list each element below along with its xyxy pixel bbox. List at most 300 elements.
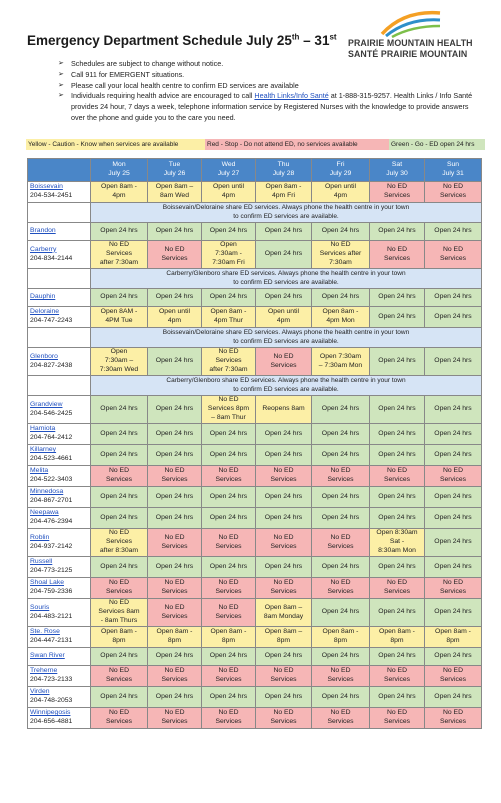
share-note-text: to confirm ED services are available. xyxy=(233,385,339,393)
day-header-text: Tue xyxy=(168,161,181,169)
status-text: 7:30am – xyxy=(104,357,134,365)
status-text: 4pm xyxy=(333,192,348,199)
status-cell xyxy=(370,578,425,599)
site-name-link[interactable]: Winnipegosis xyxy=(30,709,71,717)
status-text: No ED xyxy=(108,599,130,607)
status-cell xyxy=(202,708,256,729)
status-text: 8am Wed xyxy=(160,192,189,199)
title-superscript: th xyxy=(291,32,300,42)
share-note xyxy=(91,376,482,396)
notice-item xyxy=(58,70,483,81)
status-text: Open 24 hrs xyxy=(378,429,416,437)
status-text: Open 24 hrs xyxy=(155,513,194,521)
status-text: Open 24 hrs xyxy=(100,405,138,413)
status-text: 8pm xyxy=(167,637,182,644)
status-text: 4pm xyxy=(167,317,182,324)
status-text: Open 24 hrs xyxy=(155,293,194,301)
site-name-link[interactable]: Boissevain xyxy=(30,183,63,191)
site-name-link[interactable]: Shoal Lake xyxy=(30,579,65,587)
status-text: No ED xyxy=(273,667,294,675)
status-text: Open 24 hrs xyxy=(264,492,303,500)
site-phone: 204-759-2336 xyxy=(30,588,73,595)
title-text: Emergency Department Schedule July 25 xyxy=(27,33,292,48)
status-cell xyxy=(148,466,202,487)
status-text: – 8am Thur xyxy=(211,413,246,421)
status-cell xyxy=(91,687,148,708)
status-cell xyxy=(91,307,148,328)
site-row xyxy=(28,424,482,445)
status-cell xyxy=(91,666,148,687)
site-name-link[interactable]: Brandon xyxy=(30,227,56,235)
status-text: No ED xyxy=(108,667,130,675)
status-text: Open 24 hrs xyxy=(264,562,303,570)
share-note-text: Carberry/Glenboro share ED services. Always phone the health centre in your town xyxy=(166,269,406,277)
status-text: Services xyxy=(383,192,411,199)
site-phone: 204-476-2394 xyxy=(30,518,73,525)
status-text: No ED xyxy=(218,667,239,675)
site-cell xyxy=(28,348,91,376)
day-header-text: Sun xyxy=(446,161,460,169)
status-text: No ED xyxy=(442,709,464,717)
status-cell xyxy=(202,508,256,529)
site-cell xyxy=(28,708,91,729)
status-text: No ED xyxy=(386,579,408,587)
status-cell xyxy=(202,599,256,627)
day-header-text: July 29 xyxy=(329,170,352,177)
status-text: 4PM Tue xyxy=(105,317,133,324)
site-name-link[interactable]: Glenboro xyxy=(30,352,58,360)
status-cell xyxy=(202,307,256,328)
site-name-link[interactable]: Carberry xyxy=(30,245,57,253)
site-name-link[interactable]: Grandview xyxy=(30,400,63,408)
status-text: Open 8am – xyxy=(155,183,194,191)
status-text: Open 24 hrs xyxy=(209,513,248,521)
share-note-text: to confirm ED services are available. xyxy=(233,337,339,345)
status-text: 7:30am xyxy=(329,258,352,266)
status-cell xyxy=(370,708,425,729)
status-cell xyxy=(425,466,482,487)
status-text: Open 24 hrs xyxy=(155,357,194,365)
status-text: 8pm xyxy=(390,637,404,644)
site-phone: 204-764-2412 xyxy=(30,434,73,441)
status-cell xyxy=(370,687,425,708)
status-text: Services xyxy=(383,254,411,262)
day-header-text: Mon xyxy=(112,161,126,169)
site-name-link[interactable]: Ste. Rose xyxy=(30,628,60,636)
status-text: Open 24 hrs xyxy=(434,692,472,700)
status-text: Open 24 hrs xyxy=(264,293,303,301)
status-text: Services xyxy=(215,718,242,725)
status-text: Services xyxy=(105,676,133,683)
status-text: No ED xyxy=(108,467,130,475)
status-text: Open 24 hrs xyxy=(378,405,416,413)
status-cell xyxy=(256,396,312,424)
title-superscript-end: st xyxy=(329,32,337,42)
status-text: Services xyxy=(270,361,297,369)
status-cell xyxy=(148,529,202,557)
status-cell xyxy=(202,348,256,376)
site-phone: 204-834-2144 xyxy=(30,254,73,262)
status-text: 7:30am Fri xyxy=(212,258,245,266)
site-phone: 204-747-2243 xyxy=(30,317,73,324)
status-text: No ED xyxy=(386,667,408,675)
status-text: No ED xyxy=(386,183,408,191)
status-cell xyxy=(425,557,482,578)
site-phone: 204-447-2131 xyxy=(30,637,73,644)
status-text: Open 24 hrs xyxy=(321,227,360,235)
status-cell xyxy=(256,223,312,241)
status-cell xyxy=(312,396,370,424)
notice-text: Call 911 for EMERGENT situations. xyxy=(71,69,185,79)
site-row xyxy=(28,289,482,307)
schedule-table xyxy=(27,158,482,729)
status-text: No ED xyxy=(108,709,130,717)
status-cell xyxy=(202,445,256,466)
share-note xyxy=(91,269,482,289)
status-text: Open 24 hrs xyxy=(100,450,138,458)
status-text: Services xyxy=(439,676,467,683)
status-cell xyxy=(312,445,370,466)
note-spacer-cell xyxy=(28,269,91,289)
status-cell xyxy=(312,466,370,487)
status-text: Services 8pm xyxy=(207,405,250,413)
status-text: Open 8am - xyxy=(435,628,471,636)
status-text: No ED xyxy=(386,467,408,475)
status-text: Open 24 hrs xyxy=(155,450,194,458)
site-row xyxy=(28,182,482,203)
status-cell xyxy=(256,599,312,627)
site-name-link[interactable]: Roblin xyxy=(30,533,50,541)
status-text: Reopens 8am xyxy=(262,405,305,413)
status-text: Open 24 hrs xyxy=(321,492,360,500)
status-cell xyxy=(202,578,256,599)
status-text: No ED xyxy=(442,467,464,475)
site-row xyxy=(28,687,482,708)
status-cell xyxy=(148,708,202,729)
status-text: Services xyxy=(327,542,354,550)
schedule-header-row xyxy=(28,159,482,182)
status-text: 8pm xyxy=(221,637,236,644)
status-cell xyxy=(425,348,482,376)
status-cell xyxy=(425,627,482,648)
status-text: Services 8am xyxy=(98,608,140,616)
status-cell xyxy=(148,648,202,666)
status-cell xyxy=(370,307,425,328)
status-text: Open 8am - xyxy=(322,628,359,636)
logo-line-1: PRAIRIE MOUNTAIN HEALTH xyxy=(348,38,473,48)
status-text: No ED xyxy=(218,579,239,587)
status-cell xyxy=(425,666,482,687)
day-header-text: July 27 xyxy=(217,170,240,177)
status-cell xyxy=(370,666,425,687)
status-cell xyxy=(148,223,202,241)
status-cell xyxy=(256,307,312,328)
status-cell xyxy=(312,599,370,627)
status-cell xyxy=(91,529,148,557)
status-text: No ED xyxy=(330,467,351,475)
site-row xyxy=(28,529,482,557)
share-note-text: to confirm ED services are available. xyxy=(233,278,339,286)
status-text: Open 24 hrs xyxy=(378,692,416,700)
status-cell xyxy=(148,599,202,627)
site-cell xyxy=(28,307,91,328)
day-header-text: July 31 xyxy=(442,170,464,177)
site-name-link[interactable]: Deloraine xyxy=(30,308,60,316)
day-header-text: July 25 xyxy=(108,170,130,177)
status-cell xyxy=(148,241,202,269)
status-cell xyxy=(202,648,256,666)
site-cell xyxy=(28,487,91,508)
site-name-link[interactable]: Melita xyxy=(30,467,49,475)
status-cell xyxy=(312,487,370,508)
status-text: Open 24 hrs xyxy=(434,312,472,320)
status-cell xyxy=(148,182,202,203)
site-cell xyxy=(28,557,91,578)
site-name-link[interactable]: Treherne xyxy=(30,667,58,675)
site-row xyxy=(28,578,482,599)
site-row xyxy=(28,241,482,269)
status-text: Services xyxy=(439,718,467,725)
site-row xyxy=(28,307,482,328)
status-cell xyxy=(425,307,482,328)
status-text: No ED xyxy=(273,467,294,475)
share-note-text: Boissevain/Deloraine share ED services. Always phone the health centre in your town xyxy=(162,203,410,211)
site-row xyxy=(28,708,482,729)
site-cell xyxy=(28,648,91,666)
status-cell xyxy=(202,466,256,487)
status-text: Open 24 hrs xyxy=(434,513,472,521)
status-text: Open 24 hrs xyxy=(321,562,360,570)
status-text: No ED xyxy=(273,579,294,587)
organization-logo xyxy=(348,8,488,58)
day-header-text: Sat xyxy=(391,161,403,169)
status-text: Open 24 hrs xyxy=(100,293,138,301)
status-text: Services xyxy=(215,588,242,595)
status-cell xyxy=(256,627,312,648)
status-text: No ED xyxy=(164,579,185,587)
day-header xyxy=(256,159,312,182)
share-note-text: Carberry/Glenboro share ED services. Always phone the health centre in your town xyxy=(166,376,406,384)
status-cell xyxy=(425,424,482,445)
status-text: Open 24 hrs xyxy=(434,538,472,546)
status-text: Open 8am - xyxy=(156,628,193,636)
status-cell xyxy=(370,445,425,466)
share-note-text: to confirm ED services are available. xyxy=(233,212,339,220)
status-text: Open 24 hrs xyxy=(100,429,138,437)
day-header xyxy=(370,159,425,182)
status-text: Open 24 hrs xyxy=(321,405,360,413)
site-name-link[interactable]: Minnedosa xyxy=(30,488,64,496)
notice-item xyxy=(58,59,483,70)
status-text: Services xyxy=(105,538,133,546)
status-cell xyxy=(312,687,370,708)
status-text: after 7:30am xyxy=(209,365,248,373)
status-text: Open 24 hrs xyxy=(264,652,303,660)
status-text: No ED xyxy=(218,533,239,541)
notice-list xyxy=(58,59,483,124)
status-text: Open 24 hrs xyxy=(434,227,472,235)
status-cell xyxy=(202,529,256,557)
status-cell xyxy=(312,648,370,666)
status-cell xyxy=(256,529,312,557)
status-cell xyxy=(256,687,312,708)
status-cell xyxy=(202,666,256,687)
status-cell xyxy=(312,708,370,729)
site-cell xyxy=(28,687,91,708)
site-name-link[interactable]: Virden xyxy=(30,688,50,696)
status-cell xyxy=(202,557,256,578)
site-phone: 204-748-2053 xyxy=(30,697,73,704)
status-text: Services xyxy=(215,357,242,365)
status-cell xyxy=(148,666,202,687)
site-phone: 204-773-2125 xyxy=(30,567,73,574)
status-text: Open 24 hrs xyxy=(155,492,194,500)
status-cell xyxy=(312,508,370,529)
site-row xyxy=(28,599,482,627)
site-row xyxy=(28,648,482,666)
site-name-link[interactable]: Russell xyxy=(30,558,53,566)
status-text: Open 24 hrs xyxy=(264,227,303,235)
status-text: 4pm xyxy=(276,317,291,324)
status-text: Services xyxy=(327,588,354,595)
status-cell xyxy=(91,223,148,241)
site-cell xyxy=(28,289,91,307)
site-cell xyxy=(28,578,91,599)
status-text: Open 24 hrs xyxy=(378,227,416,235)
status-text: Services xyxy=(270,588,297,595)
status-text: Open 24 hrs xyxy=(434,492,472,500)
status-text: Services xyxy=(161,254,188,262)
status-text: Open 24 hrs xyxy=(434,652,472,660)
status-cell xyxy=(425,708,482,729)
status-cell xyxy=(425,529,482,557)
status-text: No ED xyxy=(330,667,351,675)
site-cell xyxy=(28,182,91,203)
status-cell xyxy=(370,289,425,307)
status-text: 8pm xyxy=(446,637,460,644)
status-cell xyxy=(370,424,425,445)
status-text: Open 24 hrs xyxy=(378,357,416,365)
site-row xyxy=(28,445,482,466)
status-text: Open 24 hrs xyxy=(264,429,303,437)
status-cell xyxy=(202,396,256,424)
status-text: Open 8am – xyxy=(264,628,303,636)
status-cell xyxy=(425,182,482,203)
site-phone: 204-483-2121 xyxy=(30,612,73,620)
status-cell xyxy=(91,182,148,203)
share-note-row xyxy=(28,203,482,223)
site-phone: 204-723-2133 xyxy=(30,676,73,683)
status-text: Open 24 hrs xyxy=(155,562,194,570)
status-text: Open 24 hrs xyxy=(321,652,360,660)
status-text: after 8:30am xyxy=(99,546,139,554)
status-text: Open 24 hrs xyxy=(100,562,138,570)
status-cell xyxy=(370,529,425,557)
status-cell xyxy=(370,627,425,648)
site-name-link[interactable]: Souris xyxy=(30,603,50,611)
status-text: Open 24 hrs xyxy=(378,312,416,320)
status-text: Services xyxy=(215,676,242,683)
status-cell xyxy=(202,627,256,648)
site-row xyxy=(28,396,482,424)
status-text: No ED xyxy=(108,241,130,249)
site-name-link[interactable]: Neepawa xyxy=(30,509,59,517)
status-text: Open 24 hrs xyxy=(321,513,360,521)
status-text: Open 24 hrs xyxy=(321,293,360,301)
status-text: Open 24 hrs xyxy=(378,608,416,616)
status-cell xyxy=(91,466,148,487)
status-text: Open 24 hrs xyxy=(155,429,194,437)
site-name-link[interactable]: Killarney xyxy=(30,446,57,454)
site-cell xyxy=(28,241,91,269)
status-text: Services xyxy=(105,718,133,725)
status-text: 4pm Fri xyxy=(271,192,296,199)
day-header xyxy=(202,159,256,182)
status-text: Open 24 hrs xyxy=(100,227,138,235)
site-name-link[interactable]: Hamiota xyxy=(30,425,56,433)
logo-line-2: SANTÉ PRAIRIE MOUNTAIN xyxy=(348,49,468,59)
share-note-row xyxy=(28,328,482,348)
status-text: Open 24 hrs xyxy=(321,692,360,700)
status-cell xyxy=(256,648,312,666)
status-text: No ED xyxy=(442,183,464,191)
status-cell xyxy=(202,182,256,203)
status-text: 8pm xyxy=(333,637,348,644)
status-text: Services xyxy=(270,542,297,550)
status-text: Open until xyxy=(325,183,356,191)
share-note-row xyxy=(28,269,482,289)
health-links-link[interactable]: Health Links/Info Santé xyxy=(254,91,329,101)
status-text: No ED xyxy=(218,348,239,356)
site-phone: 204-867-2701 xyxy=(30,497,73,504)
status-cell xyxy=(312,241,370,269)
site-row xyxy=(28,223,482,241)
status-text: Services xyxy=(439,588,467,595)
day-header-text: Thu xyxy=(277,161,290,169)
status-cell xyxy=(312,627,370,648)
status-text: Open 8am - xyxy=(210,628,247,636)
status-cell xyxy=(202,241,256,269)
status-text: Services xyxy=(215,476,242,483)
site-phone: 204-546-2425 xyxy=(30,409,73,417)
status-cell xyxy=(370,182,425,203)
status-text: Open 24 hrs xyxy=(100,513,138,521)
status-cell xyxy=(256,708,312,729)
status-text: Open 24 hrs xyxy=(155,227,194,235)
status-text: No ED xyxy=(218,396,239,404)
status-cell xyxy=(312,289,370,307)
status-text: Services xyxy=(270,676,297,683)
site-row xyxy=(28,508,482,529)
status-text: Open 24 hrs xyxy=(209,429,248,437)
status-cell xyxy=(91,241,148,269)
status-text: Open 24 hrs xyxy=(209,562,248,570)
site-cell xyxy=(28,466,91,487)
note-spacer-cell xyxy=(28,203,91,223)
site-name-link[interactable]: Dauphin xyxy=(30,293,56,301)
site-row xyxy=(28,627,482,648)
status-cell xyxy=(256,182,312,203)
status-text: Open 24 hrs xyxy=(321,429,360,437)
status-text: No ED xyxy=(386,245,408,253)
status-cell xyxy=(370,648,425,666)
status-text: Open 24 hrs xyxy=(378,562,416,570)
status-text: Open until xyxy=(159,308,190,316)
status-cell xyxy=(148,424,202,445)
status-text: No ED xyxy=(273,709,294,717)
site-name-link[interactable]: Swan River xyxy=(30,652,65,660)
status-cell xyxy=(148,578,202,599)
